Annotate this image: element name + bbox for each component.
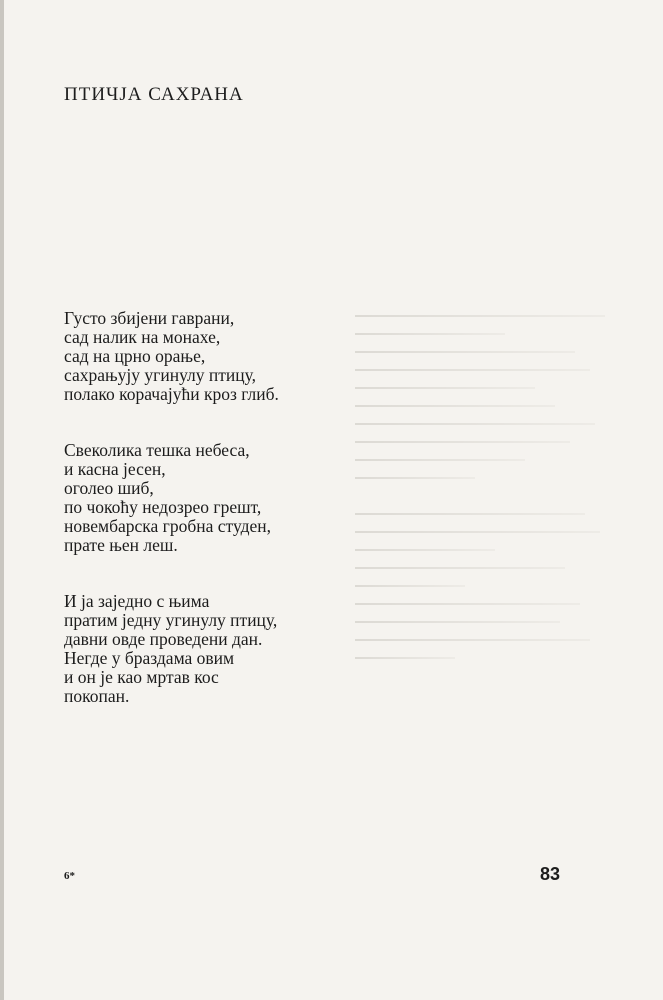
stanza-3 <box>64 592 277 706</box>
verse-line: И ја заједно с њима <box>64 591 210 611</box>
verse-line: и касна јесен, <box>64 459 166 479</box>
verse-line: сахрањују угинулу птицу, <box>64 365 257 385</box>
verse-line: покопан. <box>64 686 130 706</box>
verse-line: давни овде проведени дан. <box>64 629 263 649</box>
verse-line: оголео шиб, <box>64 478 154 498</box>
verse-line: по чокоћу недозрео грешт, <box>64 497 262 517</box>
verse-line: пратим једну угинулу птицу, <box>64 610 278 630</box>
verse-line: сад на црно орање, <box>64 346 206 366</box>
stanza-1 <box>64 309 279 404</box>
verse-line: сад налик на монахе, <box>64 327 221 347</box>
verse-line: Негде у браздама овим <box>64 648 235 668</box>
signature-mark: 6* <box>64 870 75 882</box>
page-number: 83 <box>540 864 561 884</box>
verse-line: новембарска гробна студен, <box>64 516 272 536</box>
page-edge-shadow <box>0 0 4 1000</box>
show-through-text <box>355 315 615 675</box>
verse-line: Густо збијени гаврани, <box>64 308 235 328</box>
stanza-2 <box>64 441 271 555</box>
verse-line: полако корачајући кроз глиб. <box>64 384 279 404</box>
verse-line: и он је као мртав кос <box>64 667 219 687</box>
verse-line: Свеколика тешка небеса, <box>64 440 250 460</box>
verse-line: прате њен леш. <box>64 535 178 555</box>
poem-title: ПТИЧЈА САХРАНА <box>64 84 244 105</box>
